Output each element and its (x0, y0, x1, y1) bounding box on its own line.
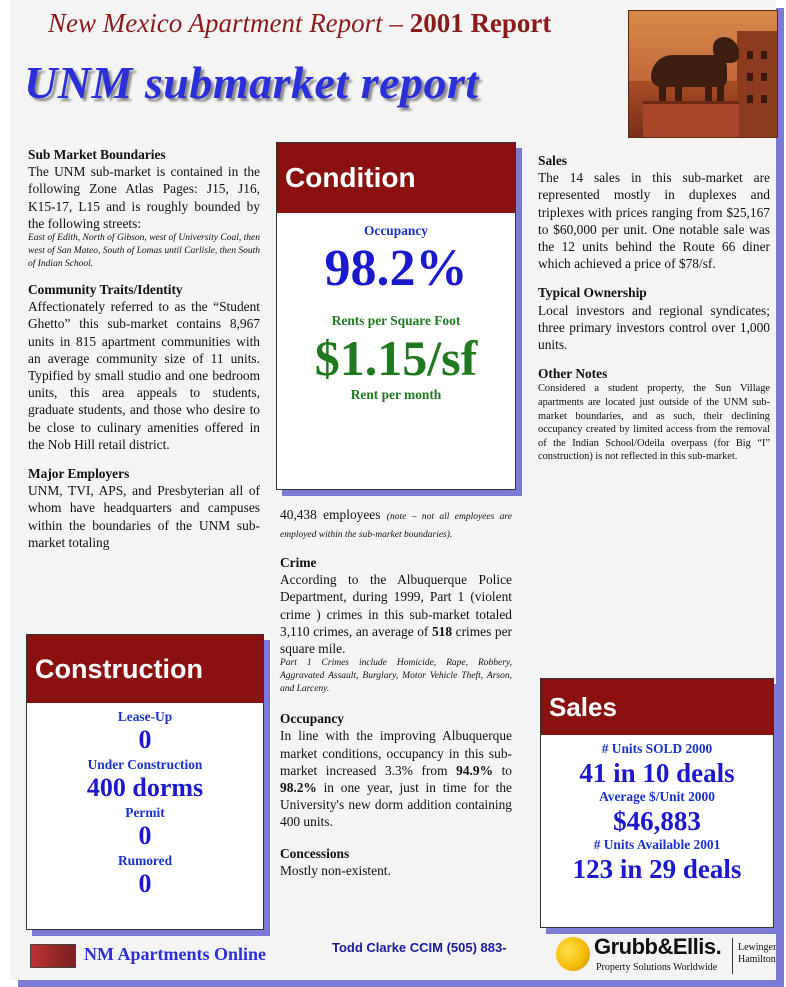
rent-sf-label: Rents per Square Foot (331, 313, 461, 328)
wolf-statue-photo (628, 10, 778, 138)
partner-name-line2: Hamilton (738, 954, 776, 965)
nm-apartments-link[interactable]: NM Apartments Online (84, 944, 266, 964)
traits-text: Affectionately referred to as the “Student Ghetto” this sub-market contains 8,967 units in 815 apartment communities with an average community size of 11 units. Typified by small studio and one bedroom units, this area appeals to students, graduate students, and those who desire to be close to culinary amenities offered in the Nob Hill retail district. (28, 299, 260, 452)
report-title-text: New Mexico Apartment Report – (48, 8, 410, 38)
employers-heading: Major Employers (28, 466, 130, 482)
ownership-heading: Typical Ownership (538, 285, 647, 301)
units-sold-label: # Units SOLD 2000 (601, 741, 713, 756)
units-available-value: 123 in 29 deals (572, 854, 742, 884)
nm-apartments-logo (30, 944, 76, 968)
employees-text (280, 506, 512, 542)
crime-per-sq-mile: 518 (431, 623, 453, 639)
occupancy-heading: Occupancy (280, 711, 344, 727)
partner-name (738, 942, 776, 966)
leaseup-label: Lease-Up (117, 709, 173, 724)
crime-heading: Crime (280, 555, 317, 570)
page-shadow-bottom (30, 980, 784, 987)
sales-heading: Sales (538, 153, 568, 168)
rumored-value: 0 (138, 869, 152, 898)
units-available-label: # Units Available 2001 (593, 837, 721, 852)
occupancy-to: 98.2% (280, 780, 317, 796)
condition-header (277, 143, 515, 213)
employees-note: (note – not all employees are employed within the sub-market boundaries). (280, 512, 512, 540)
rent-month-label: Rent per month (350, 387, 442, 402)
partner-name-line1: Lewinger (738, 942, 777, 953)
concessions-text: Mostly non-existent. (280, 862, 391, 878)
construction-panel (26, 634, 264, 930)
under-construction-label: Under Construction (87, 757, 203, 772)
right-column (538, 152, 770, 464)
permit-value: 0 (138, 821, 152, 850)
traits-heading: Community Traits/Identity (28, 282, 183, 298)
avg-per-unit-label: Average $/Unit 2000 (599, 789, 715, 804)
left-column (28, 146, 260, 551)
submarket-title: UNM submarket report (24, 57, 479, 108)
occupancy-label: Occupancy (364, 223, 428, 238)
report-title-year: 2001 Report (409, 8, 552, 38)
boundaries-heading: Sub Market Boundaries (28, 147, 166, 162)
footer-divider (732, 938, 733, 974)
employees-count: 40,438 employees (280, 507, 381, 522)
rumored-label: Rumored (117, 853, 173, 868)
contact-info: Todd Clarke CCIM (505) 883- (332, 940, 507, 955)
notes-heading: Other Notes (538, 366, 608, 382)
permit-label: Permit (125, 805, 165, 820)
occupancy-text: In line with the improving Albuquerque market conditions, occupancy in this sub-market increased 3.3% from 94.9% to 98.2% in one year, just in time for the University's new dorm addition containing 400 units. (280, 728, 513, 830)
grubb-ellis-logo-icon (556, 937, 590, 971)
boundaries-text: The UNM sub-market is contained in the following Zone Atlas Pages: J15, J16, K15-17, L15 and is roughly bounded by the following streets: (28, 164, 260, 231)
construction-body (27, 709, 263, 899)
crime-note: Part 1 Crimes include Homicide, Rape, Robbery, Aggravated Assault, Burglary, Motor Vehicle Theft, Arson, and Larceny. (280, 658, 512, 695)
under-construction-value: 400 dorms (86, 773, 204, 802)
grubb-ellis-name: Grubb&Ellis. (594, 934, 722, 959)
condition-title: Condition (285, 162, 416, 193)
sales-panel-body (541, 741, 773, 885)
sales-panel (540, 678, 774, 928)
condition-body (277, 223, 515, 403)
occupancy-value: 98.2% (324, 240, 468, 297)
condition-panel (276, 142, 516, 490)
notes-text: Considered a student property, the Sun Village apartments are located just outside of the UNM sub-market boundaries, and as such, their declining occupancy created by limited access from the removal of the Indian School/Odeila overpass (for Big “I” construction) is not reflected in this sub-market. (538, 383, 770, 463)
page-shadow-right (776, 140, 784, 987)
sales-text: The 14 sales in this sub-market are represented mostly in duplexes and triplexes with prices ranging from $25,167 to $60,000 per unit. One notable sale was the 12 units behind the Route 66 diner which achieved a price of $78/sf. (538, 170, 770, 272)
units-sold-value: 41 in 10 deals (579, 758, 735, 788)
middle-column (280, 506, 512, 879)
crime-text: According to the Albuquerque Police Department, during 1999, Part 1 (violent crime ) crimes in this sub-market totaled 3,110 crimes, an average of 518 crimes per square mile. (280, 572, 512, 657)
boundaries-streets: East of Edith, North of Gibson, west of University Coal, then west of San Mateo, South of Lomas until Carlisle, then South of Indian School. (28, 233, 260, 270)
ownership-text: Local investors and regional syndicates; three primary investors control over 1,000 units. (538, 302, 770, 353)
leaseup-value: 0 (138, 725, 152, 754)
sales-panel-title: Sales (549, 691, 617, 722)
employers-text: UNM, TVI, APS, and Presbyterian all of whom have headquarters and campuses within the boundaries of the UNM sub-market totaling (28, 483, 260, 550)
grubb-ellis-tagline: Property Solutions Worldwide (596, 962, 718, 973)
sales-panel-header (541, 679, 773, 735)
occupancy-from: 94.9% (456, 762, 493, 778)
avg-per-unit-value: $46,883 (613, 806, 701, 836)
concessions-heading: Concessions (280, 845, 350, 861)
report-title (48, 8, 551, 39)
construction-title: Construction (35, 653, 203, 684)
rent-sf-value: $1.15/sf (314, 330, 478, 386)
construction-header (27, 635, 263, 703)
